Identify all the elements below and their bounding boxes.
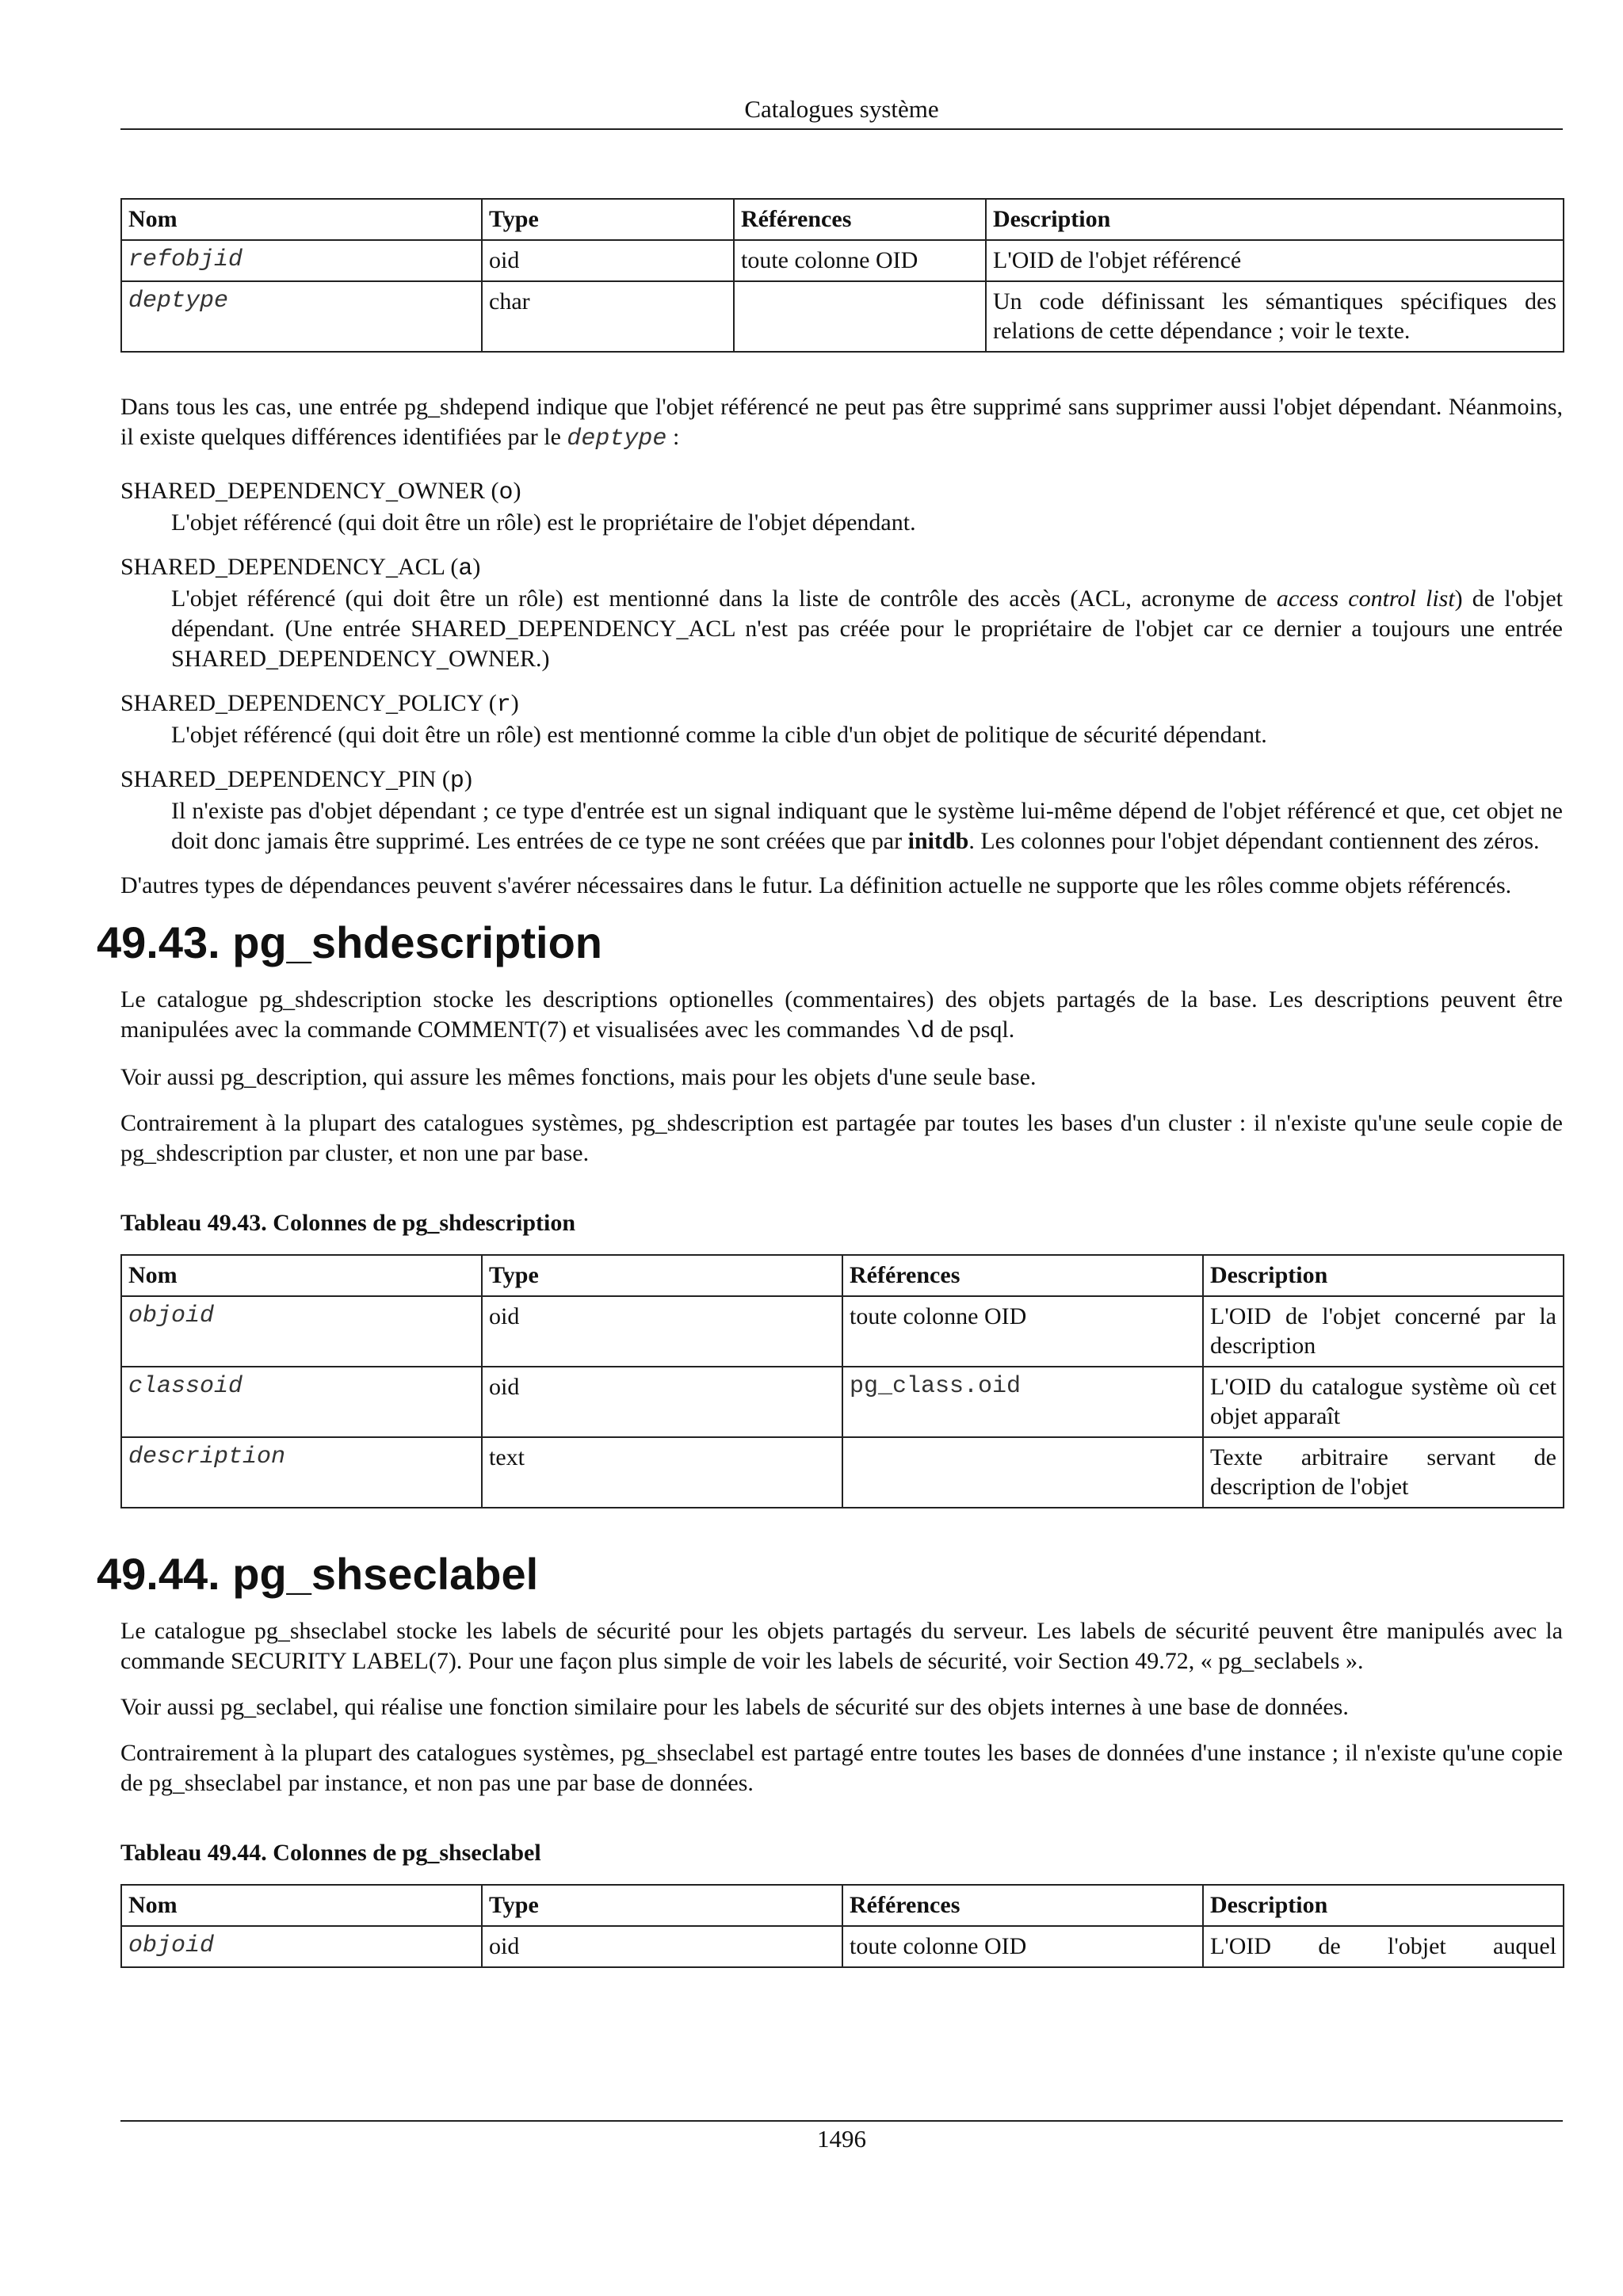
- dependency-paren: ): [472, 554, 481, 580]
- cell-nom: objoid: [121, 1296, 482, 1367]
- table-header-row: [121, 1885, 1564, 1926]
- cell-type: oid: [482, 1367, 842, 1437]
- dependency-desc-pin: [171, 796, 1563, 856]
- paragraph-text: de psql.: [934, 1016, 1015, 1043]
- column-header-description: Description: [1203, 1255, 1564, 1296]
- dependency-name: SHARED_DEPENDENCY_PIN (: [120, 766, 450, 792]
- dependency-paren: ): [464, 766, 472, 792]
- pg-shdescription-paragraph-1: [120, 985, 1563, 1047]
- dependency-paren: ): [513, 478, 521, 504]
- dependency-name: SHARED_DEPENDENCY_POLICY (: [120, 690, 497, 716]
- dependency-desc-owner: L'objet référencé (qui doit être un rôle) est le propriétaire de l'objet dépendant.: [171, 509, 916, 536]
- cell-references: pg_class.oid: [842, 1367, 1203, 1437]
- dependency-desc-emphasis: access control list: [1276, 585, 1455, 612]
- initdb-command: initdb: [907, 828, 969, 854]
- intro-paragraph: [120, 392, 1563, 454]
- cell-type: oid: [482, 1926, 842, 1967]
- deptype-code: deptype: [567, 425, 667, 452]
- column-header-description: Description: [986, 199, 1564, 240]
- table-caption-pg-shseclabel: Tableau 49.44. Colonnes de pg_shseclabel: [120, 1840, 541, 1866]
- cell-nom: description: [121, 1437, 482, 1508]
- page-number: 1496: [120, 2120, 1563, 2155]
- table-row: [121, 240, 1564, 281]
- column-header-references: Références: [734, 199, 986, 240]
- dependency-term-policy: [120, 688, 1563, 720]
- pg-shseclabel-columns-table: [120, 1884, 1564, 1968]
- dependency-desc-text: . Les colonnes pour l'objet dépendant contiennent des zéros.: [968, 828, 1540, 854]
- table-row: [121, 1437, 1564, 1508]
- cell-description: L'OID de l'objet concerné par la description: [1203, 1296, 1564, 1367]
- cell-references: [842, 1437, 1203, 1508]
- column-header-nom: Nom: [121, 199, 482, 240]
- table-row: [121, 281, 1564, 352]
- table-row: [121, 1926, 1564, 1967]
- column-header-type: Type: [482, 1255, 842, 1296]
- dependency-code: o: [498, 479, 514, 506]
- column-header-description: Description: [1203, 1885, 1564, 1926]
- pg-shdescription-paragraph-3: Contrairement à la plupart des catalogues systèmes, pg_shdescription est partagée par toutes les bases d'un cluster : il n'existe qu'une seule copie de pg_shdescription par cluster, et non une par base.: [120, 1110, 1563, 1166]
- dependency-desc-acl: [171, 584, 1563, 674]
- cell-type: oid: [482, 1296, 842, 1367]
- pg-shseclabel-paragraph-3: Contrairement à la plupart des catalogues systèmes, pg_shseclabel est partagé entre toutes les bases de données d'une instance ; il n'existe qu'une copie de pg_shseclabel par instance, et non pas une par base de données.: [120, 1740, 1563, 1796]
- cell-description: Un code définissant les sémantiques spécifiques des relations de cette dépendance ; voir le texte.: [986, 281, 1564, 352]
- cell-references: toute colonne OID: [842, 1926, 1203, 1967]
- cell-type: text: [482, 1437, 842, 1508]
- column-header-type: Type: [482, 199, 734, 240]
- cell-nom: objoid: [121, 1926, 482, 1967]
- dependency-desc-text: L'objet référencé (qui doit être un rôle) est mentionné dans la liste de contrôle des accès (ACL, acronyme de: [171, 585, 1277, 612]
- dependency-code: a: [458, 555, 473, 582]
- dependency-name: SHARED_DEPENDENCY_OWNER (: [120, 478, 499, 504]
- dependency-term-owner: [120, 476, 1563, 508]
- pg-shdepend-columns-table: [120, 198, 1564, 353]
- table-row: [121, 1367, 1564, 1437]
- closing-note: D'autres types de dépendances peuvent s'avérer nécessaires dans le futur. La définition actuelle ne supporte que les rôles comme objets référencés.: [120, 872, 1512, 898]
- column-header-type: Type: [482, 1885, 842, 1926]
- cell-description: L'OID de l'objet référencé: [986, 240, 1564, 281]
- cell-description: L'OID de l'objet auquel: [1203, 1926, 1564, 1967]
- dependency-types-list: [120, 476, 1563, 856]
- pg-shseclabel-paragraph-2: Voir aussi pg_seclabel, qui réalise une fonction similaire pour les labels de sécurité sur des objets internes à une base de données.: [120, 1694, 1349, 1720]
- cell-references: toute colonne OID: [734, 240, 986, 281]
- page-content: [97, 198, 1563, 1968]
- cell-nom: classoid: [121, 1367, 482, 1437]
- pg-shdescription-paragraph-2: Voir aussi pg_description, qui assure les mêmes fonctions, mais pour les objets d'une seule base.: [120, 1064, 1037, 1090]
- pg-shseclabel-paragraph-1: Le catalogue pg_shseclabel stocke les labels de sécurité pour les objets partagés du serveur. Les labels de sécurité peuvent être manipulés avec la commande SECURITY LABEL(7). Pour une façon plus simple de voir les labels de sécurité, voir Section 49.72, « pg_seclabels ».: [120, 1618, 1563, 1674]
- paragraph-text: Le catalogue pg_shdescription stocke les descriptions optionelles (commentaires) des objets partagés de la base. Les descriptions peuvent être manipulées avec la commande COMMENT(7) et visualisées avec les commandes: [120, 986, 1563, 1043]
- cell-description: Texte arbitraire servant de description de l'objet: [1203, 1437, 1564, 1508]
- psql-command-code: \d: [906, 1018, 935, 1045]
- table-header-row: [121, 199, 1564, 240]
- cell-nom: refobjid: [121, 240, 482, 281]
- table-caption-pg-shdescription: Tableau 49.43. Colonnes de pg_shdescription: [120, 1210, 576, 1236]
- column-header-references: Références: [842, 1885, 1203, 1926]
- dependency-desc-text: ) de l'objet dépendant. (Une entrée SHARED_DEPENDENCY_ACL n'est pas créée pour le propriétaire de l'objet car ce dernier a toujours une entrée SHARED_DEPENDENCY_OWNER.): [171, 585, 1563, 672]
- section-heading-pg-shdescription: 49.43. pg_shdescription: [97, 917, 602, 967]
- table-row: [121, 1296, 1564, 1367]
- dependency-term-pin: [120, 765, 1563, 796]
- cell-description: L'OID du catalogue système où cet objet apparaît: [1203, 1367, 1564, 1437]
- cell-type: oid: [482, 240, 734, 281]
- header-rule: [120, 128, 1563, 130]
- column-header-nom: Nom: [121, 1885, 482, 1926]
- column-header-nom: Nom: [121, 1255, 482, 1296]
- cell-references: [734, 281, 986, 352]
- intro-text: Dans tous les cas, une entrée pg_shdepend indique que l'objet référencé ne peut pas être supprimé sans supprimer aussi l'objet dépendant. Néanmoins, il existe quelques différences identifiées par le: [120, 394, 1563, 450]
- dependency-term-acl: [120, 552, 1563, 584]
- section-heading-pg-shseclabel: 49.44. pg_shseclabel: [97, 1549, 539, 1599]
- intro-text-end: :: [666, 424, 680, 450]
- dependency-desc-text: Il n'existe pas d'objet dépendant ; ce type d'entrée est un signal indiquant que le système lui-même dépend de l'objet référencé et que, cet objet ne doit donc jamais être supprimé. Les entrées de ce type ne sont créées que par: [171, 798, 1563, 854]
- column-header-references: Références: [842, 1255, 1203, 1296]
- dependency-desc-policy: L'objet référencé (qui doit être un rôle) est mentionné comme la cible d'un objet de politique de sécurité dépendant.: [171, 722, 1267, 748]
- dependency-code: p: [449, 768, 464, 795]
- cell-type: char: [482, 281, 734, 352]
- table-header-row: [121, 1255, 1564, 1296]
- pg-shdescription-columns-table: [120, 1254, 1564, 1508]
- dependency-paren: ): [510, 690, 519, 716]
- dependency-code: r: [496, 692, 511, 719]
- dependency-name: SHARED_DEPENDENCY_ACL (: [120, 554, 459, 580]
- running-header: Catalogues système: [744, 95, 939, 123]
- cell-nom: deptype: [121, 281, 482, 352]
- cell-references: toute colonne OID: [842, 1296, 1203, 1367]
